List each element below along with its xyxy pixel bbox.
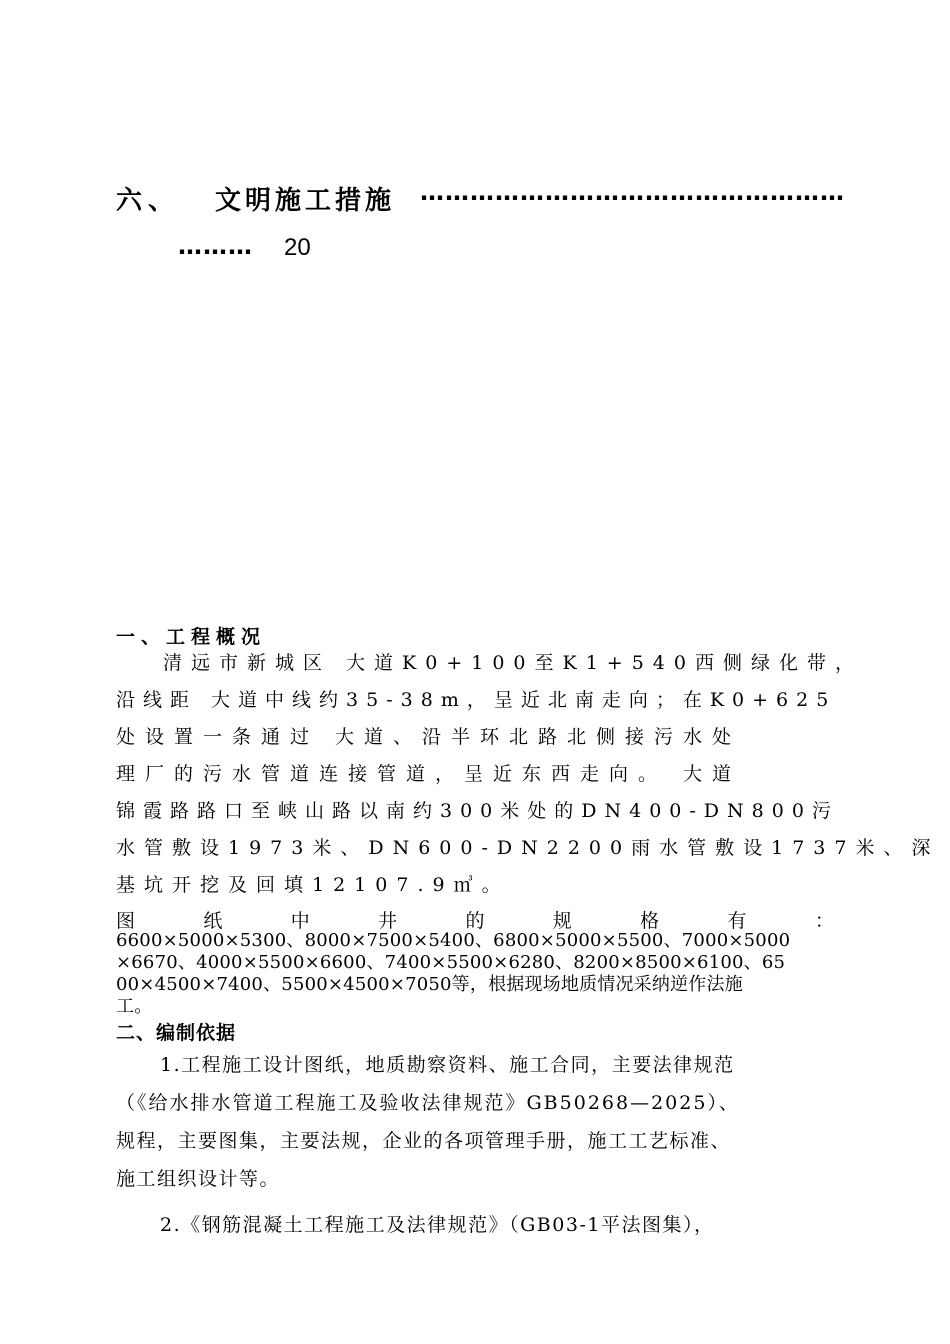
- spec-heading-char: 的: [465, 910, 485, 932]
- spec-heading-char: 中: [290, 910, 310, 932]
- spec-heading-char: 格: [640, 910, 660, 932]
- basis-line-4: 施工组织设计等。: [116, 1168, 281, 1190]
- spec-heading-char: 有: [727, 910, 747, 932]
- spec-heading-char: 井: [378, 910, 398, 932]
- toc-entry-number: 六、: [116, 186, 181, 216]
- section-heading-basis: 二、编制依据: [116, 1022, 237, 1044]
- basis-line-1: 1.工程施工设计图纸，地质勘察资料、施工合同，主要法律规范: [160, 1054, 735, 1076]
- overview-line-3: 处设置一条通过 大道、沿半环北路北侧接污水处: [116, 726, 742, 748]
- overview-line-6: 水管敷设1973米、DN600-DN2200雨水管敷设1737米、深: [116, 837, 940, 859]
- spec-heading-char: ：: [814, 910, 834, 932]
- overview-line-2: 沿线距 大道中线约35-38m，呈近北南走向；在K0+625: [116, 689, 837, 711]
- spec-heading-char: 纸: [203, 910, 223, 932]
- spec-heading-justified: [116, 906, 834, 933]
- toc-entry-title: 文明施工措施: [215, 186, 396, 216]
- toc-leader-dots-continued: ………: [178, 232, 253, 260]
- overview-line-1: 清远市新城区 大道K0+100至K1+540西侧绿化带，: [163, 652, 863, 674]
- overview-line-7: 基坑开挖及回填12107.9㎥。: [116, 874, 510, 896]
- overview-line-5: 锦霞路路口至峡山路以南约300米处的DN400-DN800污: [116, 800, 839, 822]
- spec-line-1: 6600×5000×5300、8000×7500×5400、6800×5000×5500、7000×5000: [116, 930, 791, 951]
- basis-line-5: 2.《钢筋混凝土工程施工及法律规范》（GB03-1平法图集），: [160, 1214, 715, 1236]
- spec-line-3: 00×4500×7400、5500×4500×7050等，根据现场地质情况采纳逆作法施: [116, 974, 743, 995]
- toc-leader-dots: ……………………………………………: [420, 178, 845, 206]
- spec-line-4: 工。: [116, 996, 153, 1017]
- spec-heading-char: 规: [552, 910, 572, 932]
- overview-line-4: 理厂的污水管道连接管道，呈近东西走向。 大道: [116, 763, 742, 785]
- basis-line-3: 规程，主要图集，主要法规，企业的各项管理手册，施工工艺标准、: [116, 1130, 732, 1152]
- spec-line-2: ×6670、4000×5500×6600、7400×5500×6280、8200×8500×6100、65: [116, 952, 786, 973]
- toc-page-number: 20: [284, 234, 311, 261]
- spec-heading-char: 图: [116, 910, 136, 932]
- basis-line-2: （《给水排水管道工程施工及验收法律规范》GB50268—2025）、: [116, 1092, 740, 1114]
- section-heading-overview: 一、工程概况: [116, 626, 267, 648]
